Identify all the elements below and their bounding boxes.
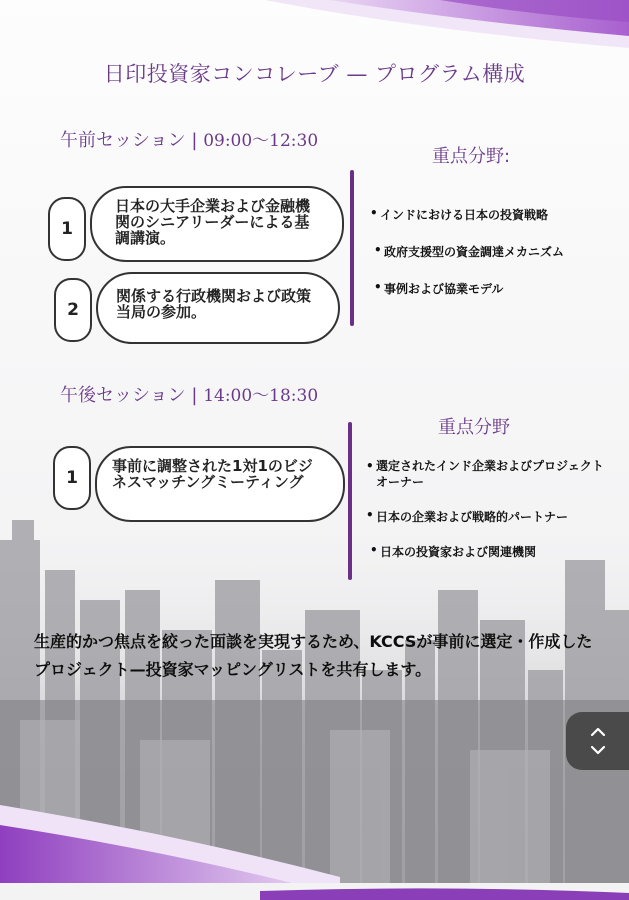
- afternoon-focus-item: • 選定されたインド企業およびプロジェクトオーナー: [366, 458, 606, 490]
- morning-item-1-text: 日本の大手企業および金融機関のシニアリーダーによる基調講演。: [115, 197, 311, 247]
- morning-session-time: 09:00〜12:30: [203, 131, 319, 151]
- afternoon-separator: |: [191, 385, 198, 406]
- page-title: 日印投資家コンコレーブ — プログラム構成: [103, 62, 526, 86]
- afternoon-focus-title: 重点分野: [438, 417, 510, 438]
- morning-session-title: [60, 126, 318, 152]
- afternoon-item-1-text: 事前に調整された1対1のビジネスマッチングミーティング: [112, 457, 313, 491]
- scroll-toggle-button[interactable]: [566, 712, 629, 770]
- afternoon-focus-item: • 日本の投資家および関連機関: [370, 543, 606, 560]
- morning-separator: |: [191, 130, 198, 151]
- morning-item-2-text: 関係する行政機関および政策当局の参加。: [116, 287, 312, 321]
- morning-focus-item: • インドにおける日本の投資戦略: [370, 206, 610, 223]
- afternoon-divider: [348, 422, 352, 580]
- afternoon-session-label: 午後セッション: [60, 385, 186, 406]
- morning-divider: [350, 170, 354, 326]
- morning-focus-list: [370, 206, 610, 297]
- afternoon-focus-list: [366, 458, 606, 560]
- afternoon-focus-item: • 日本の企業および戦略的パートナー: [366, 508, 606, 525]
- afternoon-session-title: [60, 381, 318, 407]
- morning-focus-item: • 政府支援型の資金調達メカニズム: [374, 243, 610, 260]
- afternoon-item-1-number: 1: [53, 446, 91, 510]
- morning-item-2-number: 2: [54, 278, 92, 342]
- footer-statement: 生産的かつ焦点を絞った面談を実現するため、KCCSが事前に選定・作成したプロジェクト—投資家マッピングリストを共有します。: [34, 632, 593, 679]
- morning-item-1-number: 1: [48, 197, 86, 261]
- chevron-up-icon: [590, 727, 606, 737]
- morning-focus-item: • 事例および協業モデル: [374, 280, 610, 297]
- afternoon-session-time: 14:00〜18:30: [203, 386, 319, 406]
- morning-session-label: 午前セッション: [60, 130, 186, 151]
- morning-focus-title: 重点分野:: [432, 146, 511, 167]
- bottom-wave-decoration: [0, 795, 629, 900]
- chevron-down-icon: [590, 745, 606, 755]
